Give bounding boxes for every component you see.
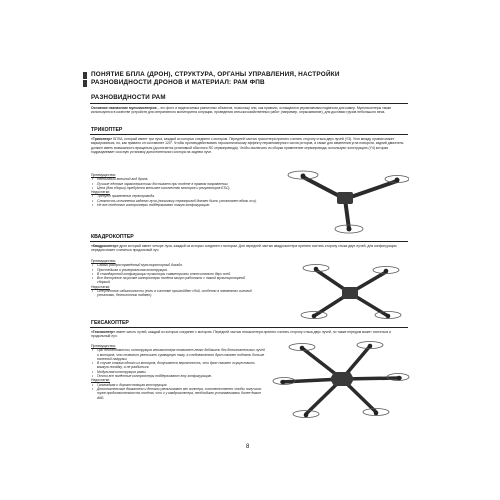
quadcopter-cons-label: Недостатки:	[91, 284, 111, 289]
intro-bold: Основное назначение мультикоптеров	[91, 106, 157, 110]
hexacopter-pro-item: • При необходимости, конструкция гексакоптера позволяет легко добавить без дополнительных лучей и моторов, что позволит увеличить суммарную тягу, а следовательно дрон сможет поднять больше полезной нагрузки.	[91, 348, 266, 361]
quadcopter-con-item: • Отсутствие избыточности (если в системе произойдет сбой, особенно в элементах силовой установки, беспилотник падает).	[91, 289, 253, 298]
hexacopter-con-item: • Дополнительные двигатели и детали увеличивают вес коптера, соответственно чтобы получить туже продолжительность полёта, что и у квадрокоптера, необходимо устанавливать более ёмкие АКБ.	[91, 387, 266, 400]
tricopter-pros-label: Преимущества:	[91, 173, 116, 177]
section-heading: РАЗНОВИДНОСТИ РАМ	[91, 94, 166, 101]
hexacopter-pro-item: • В случае отказа одного из моторов, допускается вероятность, что дрон сможет осуществить мягкую посадку, а не разбиться.	[91, 361, 266, 370]
tricopter-cons-label: Недостатки:	[91, 190, 111, 195]
tricopter-description	[91, 137, 407, 154]
hexacopter-image	[272, 338, 410, 420]
tricopter-con-item: • Не все полётные контроллеры поддерживают такую конфигурацию	[91, 203, 261, 207]
quadcopter-term: «Квадрокоптер»	[91, 244, 119, 248]
quadcopter-pro-item: • Простейшая и универсальная конструкция.	[91, 268, 253, 272]
quadcopter-heading: КВАДРОКОПТЕР	[91, 234, 134, 240]
chapter-title-line-1: ПОНЯТИЕ БПЛА (ДРОН), СТРУКТУРА, ОРГАНЫ УПРАВЛЕНИЯ, НАСТРОЙКИ	[91, 71, 340, 78]
quadcopter-pro-item: • Самый распространённый мультироторный дизайн.	[91, 263, 253, 267]
quadcopter-pro-item: • В стандартной конфигурации пучкиторы симметричны относительно двух осей.	[91, 272, 253, 276]
section-rule	[90, 103, 408, 104]
hexacopter-con-item: • Громоздкая и дорогостоящая конструкция.	[91, 383, 266, 387]
quadcopter-description	[91, 244, 407, 253]
quadcopter-pros-cons	[91, 259, 253, 298]
quadcopter-pros-label: Преимущества:	[91, 259, 116, 263]
tricopter-con-item: • Сложность исполнения заднего луча (поскольку сервопривод должен быть установлен вдоль оси).	[91, 199, 261, 203]
hexacopter-pros-cons	[91, 344, 266, 400]
title-bar-marker	[83, 72, 87, 79]
intro-rest: – это фото и видеосъемка различных объектов, поскольку они, как правило, оснащаются управляемым подвесом для камер. Мультикоптеры также используются в качестве устройств для оперативного мониторинга ситуации, проведения сельскохозяйственных работ (например, опрыскивание), для доставки грузов небольшого веса.	[91, 106, 392, 115]
tricopter-pros-cons	[91, 173, 261, 207]
tricopter-desc-text: БПЛА, который имеет три луча, каждый из которых соединен с мотором. Передней частью трикоптера принято считать сторону стыка двух лучей (Y3). Угол между лучами может варьироваться, но, как правило он составляет 120°. Чтобы противодействовать гироскопическому эффекту неравномерного числа роторов, а также для изменения угла поворота, задний двигатель должен иметь возможность вращаться (достигается установкой обычного RC сервопривода). Чтобы исключить из сборки применение сервопривода, используют конструкцию (Y4) которая подразумевает соосную установку дополнительного мотора на заднем луче.	[91, 137, 404, 154]
quadcopter-rule	[90, 241, 408, 242]
tricopter-term: «Трикоптер»	[91, 137, 113, 141]
tricopter-pro-item: • Цена (для сборки) требуется меньшее количество моторов и регуляторов ESC).	[91, 186, 261, 190]
quadcopter-image	[296, 260, 404, 326]
hexacopter-term: «Гексакоптер»	[91, 330, 116, 334]
title-bar-marker	[83, 80, 87, 87]
section-intro	[91, 106, 407, 115]
hexacopter-desc-text: имеет шесть лучей, каждый из которых соединен с мотором. Передней частью гексакоптера принято считать сторону стыка двух лучей, но также передом может считаться и продольный луч.	[91, 330, 392, 339]
tricopter-pro-item: • Необычный внешний вид дрона.	[91, 177, 261, 181]
chapter-title	[91, 71, 411, 87]
hexacopter-heading: ГЕКСАКОПТЕР	[91, 320, 129, 326]
tricopter-heading: ТРИКОПТЕР	[91, 127, 123, 133]
hexacopter-cons-label: Недостатки:	[91, 378, 111, 383]
hexacopter-rule	[90, 327, 408, 328]
tricopter-pro-item: • Лучшие лётные характеристики достигает при полёте в прямом направлении.	[91, 182, 261, 186]
quadcopter-pro-item: • Все доступные на рынке контроллеры полёта могут работать с такой мультироторной сборкой.	[91, 276, 253, 285]
hexacopter-pros-label: Преимущества:	[91, 344, 116, 348]
tricopter-rule	[90, 134, 408, 135]
tricopter-con-item: • Требует применения сервопривода.	[91, 194, 261, 198]
hexacopter-pro-item: • Модульная конструкция рамы.	[91, 370, 266, 374]
tricopter-image	[285, 163, 409, 235]
chapter-title-line-2: РАЗНОВИДНОСТИ ДРОНОВ И МАТЕРИАЛ: РАМ ФПВ	[91, 79, 265, 86]
page-number: 8	[246, 444, 250, 450]
hexacopter-pro-item: • Почти все полётные контроллеры поддерживают эту конфигурацию.	[91, 374, 266, 378]
quadcopter-desc-text: дрон который имеет четыре луча, каждый из которых соединен с мотором. Для передней частью квадрокоптера принято считать сторону стыка двух лучей, для конфигурации передом может считаться продольный луч.	[91, 244, 397, 253]
